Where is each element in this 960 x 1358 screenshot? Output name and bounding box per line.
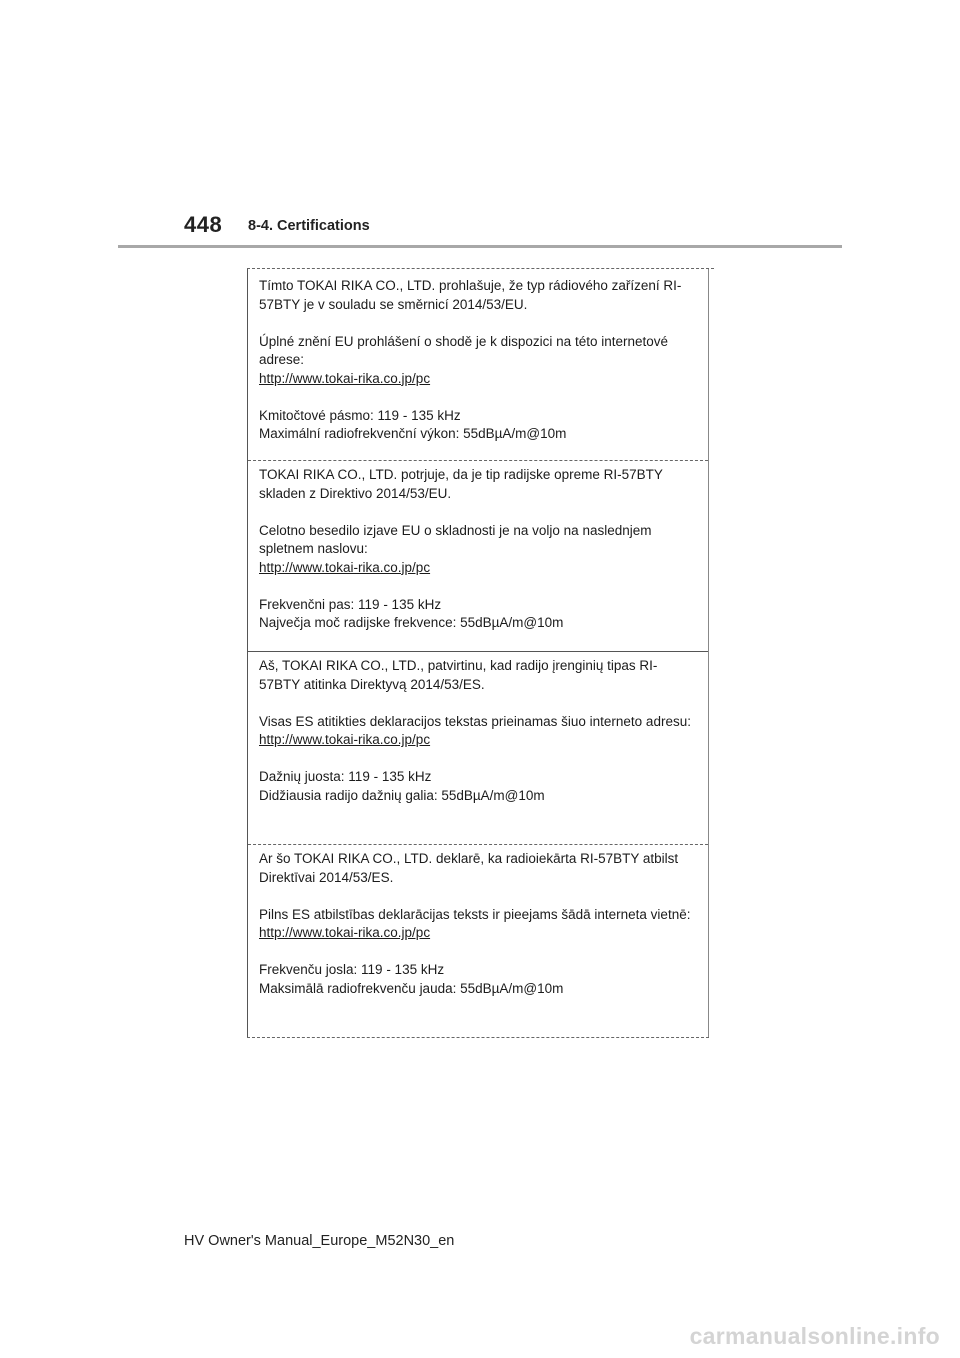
declaration-intro: Tímto TOKAI RIKA CO., LTD. prohlašuje, že typ rádiového zařízení RI-57BTY je v souladu se směrnicí 2014/53/EU. <box>259 278 682 312</box>
declaration-availability: Visas ES atitikties deklaracijos tekstas prieinamas šiuo interneto adresu: <box>259 713 691 729</box>
declaration-block-lithuanian <box>248 651 708 805</box>
max-power: Največja moč radijske frekvence: 55dBµA/m@10m <box>259 615 564 630</box>
manual-footer-title: HV Owner's Manual_Europe_M52N30_en <box>184 1233 455 1249</box>
declaration-url-link[interactable]: http://www.tokai-rika.co.jp/pc <box>259 370 431 386</box>
declaration-availability: Pilns ES atbilstības deklarācijas teksts ir pieejams šādā interneta vietnē: <box>259 906 691 922</box>
declaration-block-czech <box>248 277 708 444</box>
declaration-intro: Ar šo TOKAI RIKA CO., LTD. deklarē, ka radioiekārta RI-57BTY atbilst Direktīvai 2014/53/ES. <box>259 851 679 885</box>
header-rule <box>118 245 842 248</box>
page-header <box>0 0 960 260</box>
frequency-band: Dažnių juosta: 119 - 135 kHz <box>259 769 432 784</box>
frequency-band: Frekvenču josla: 119 - 135 kHz <box>259 962 445 977</box>
declaration-url-link[interactable]: http://www.tokai-rika.co.jp/pc <box>259 559 431 575</box>
declaration-intro: Aš, TOKAI RIKA CO., LTD., patvirtinu, kad radijo įrenginių tipas RI-57BTY atitinka Direktyvą 2014/53/ES. <box>259 658 658 692</box>
declaration-block-latvian <box>248 844 708 998</box>
section-title: 8-4. Certifications <box>248 218 370 234</box>
frequency-band: Kmitočtové pásmo: 119 - 135 kHz <box>259 407 461 423</box>
declaration-availability: Úplné znění EU prohlášení o shodě je k dispozici na této internetové adrese: <box>259 333 669 367</box>
page-number: 448 <box>184 212 223 237</box>
box-top-border <box>247 268 714 269</box>
frequency-band: Frekvenčni pas: 119 - 135 kHz <box>259 596 442 612</box>
box-bottom-border <box>247 1037 709 1038</box>
declaration-block-slovenian <box>248 460 708 633</box>
max-power: Maximální radiofrekvenční výkon: 55dBµA/m@10m <box>259 426 567 441</box>
site-watermark: carmanualsonline.info <box>689 1323 940 1349</box>
declaration-intro: TOKAI RIKA CO., LTD. potrjuje, da je tip radijske opreme RI-57BTY skladen z Direktivo 2014/53/EU. <box>259 467 663 501</box>
declaration-url-link[interactable]: http://www.tokai-rika.co.jp/pc <box>259 732 431 747</box>
max-power: Maksimālā radiofrekvenču jauda: 55dBµA/m@10m <box>259 980 564 996</box>
declaration-url-link[interactable]: http://www.tokai-rika.co.jp/pc <box>259 925 431 940</box>
declaration-availability: Celotno besedilo izjave EU o skladnosti je na voljo na naslednjem spletnem naslovu: <box>259 522 652 556</box>
max-power: Didžiausia radijo dažnių galia: 55dBµA/m@10m <box>259 787 545 803</box>
declaration-box <box>247 268 709 1038</box>
